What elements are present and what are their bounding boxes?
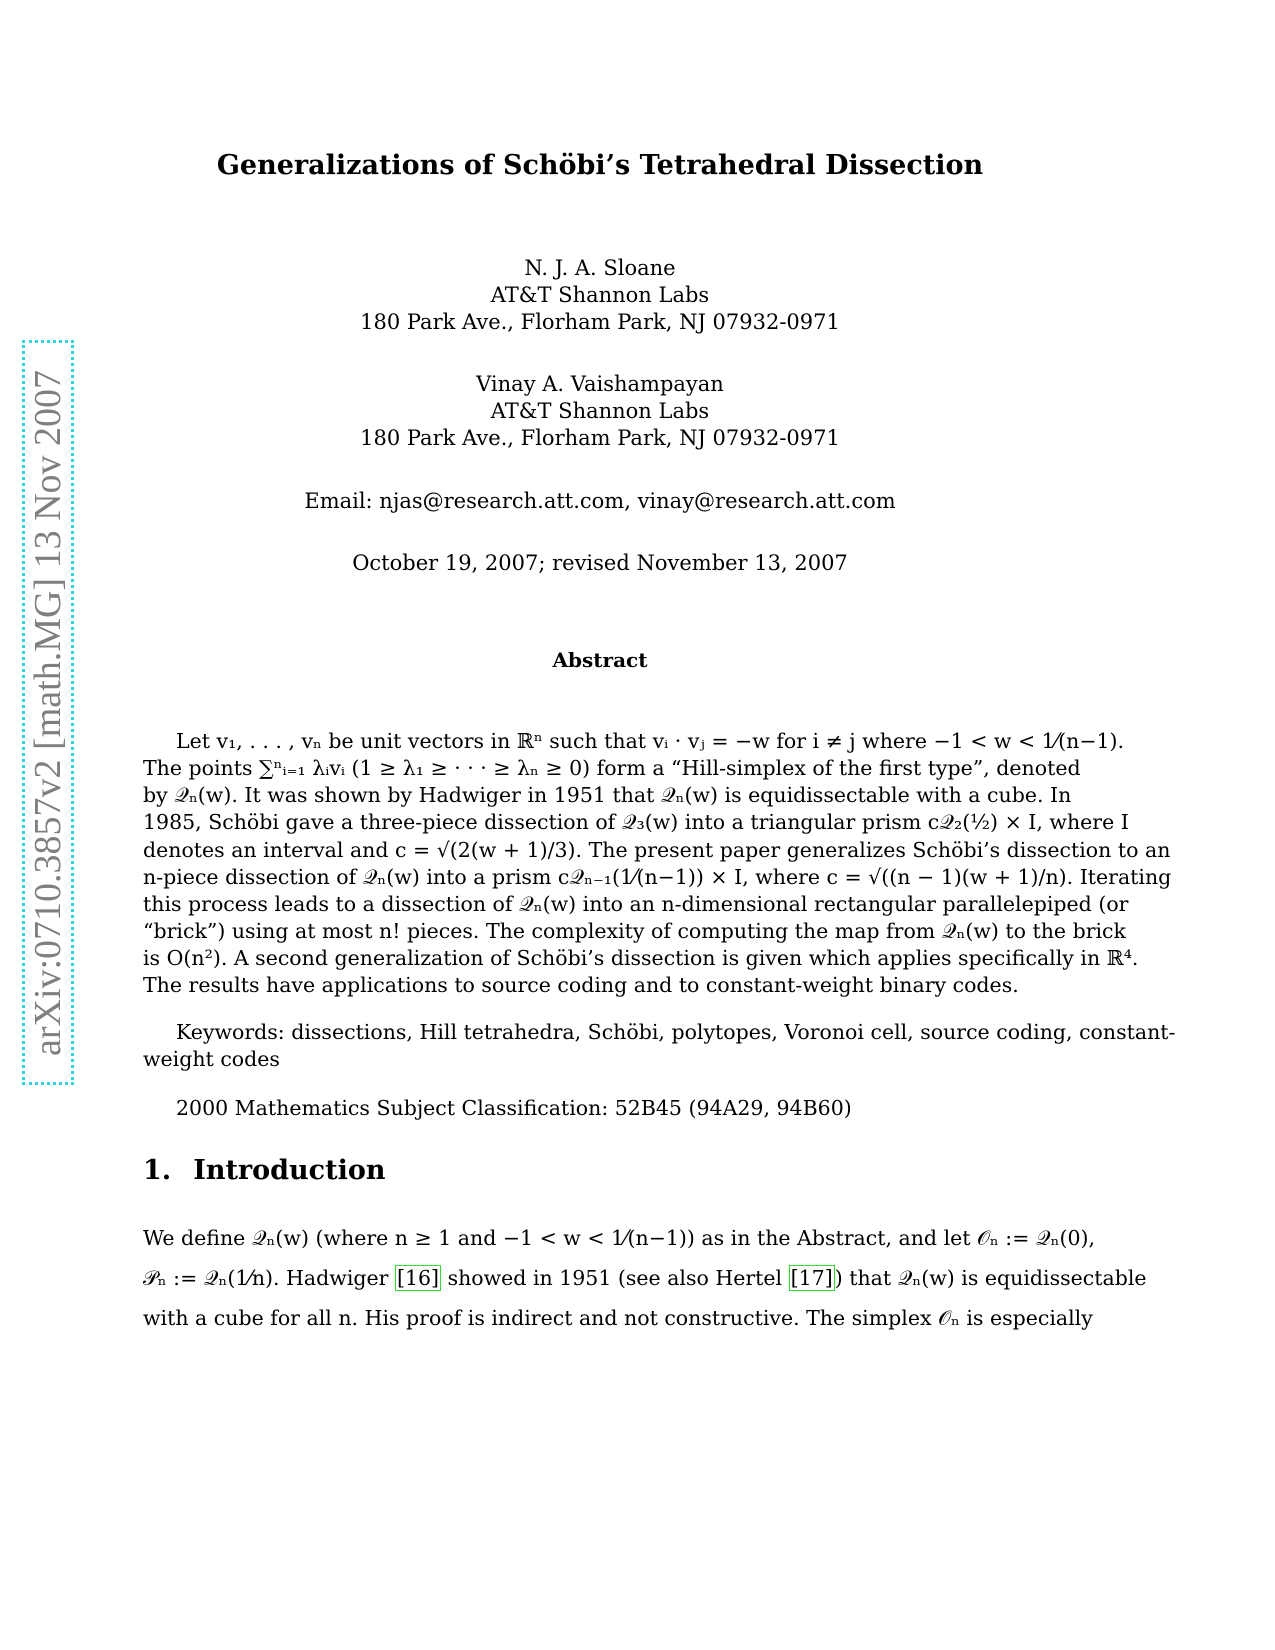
- section-heading: [143, 1155, 385, 1186]
- author-address: 180 Park Ave., Florham Park, NJ 07932-0971: [360, 426, 840, 450]
- section-title: Introduction: [193, 1155, 386, 1186]
- intro-line: with a cube for all n. His proof is indirect and not constructive. The simplex 𝒪ₙ is especially: [143, 1306, 1093, 1330]
- abstract-line: denotes an interval and c = √(2(w + 1)/3). The present paper generalizes Schöbi’s dissection to an: [143, 838, 1171, 862]
- intro-line: We define 𝒬ₙ(w) (where n ≥ 1 and −1 < w < 1⁄(n−1)) as in the Abstract, and let 𝒪ₙ := 𝒬ₙ(0),: [143, 1226, 1096, 1250]
- author-affiliation: AT&T Shannon Labs: [490, 283, 710, 307]
- arxiv-stamp: [22, 340, 74, 1085]
- keywords-line: Keywords: dissections, Hill tetrahedra, Schöbi, polytopes, Voronoi cell, source coding, constant-: [176, 1020, 1176, 1044]
- intro-text: showed in 1951 (see also Hertel: [441, 1266, 789, 1290]
- date-line: October 19, 2007; revised November 13, 2007: [352, 551, 848, 575]
- abstract-heading: Abstract: [552, 648, 648, 672]
- author-affiliation: AT&T Shannon Labs: [490, 399, 710, 423]
- author-name: N. J. A. Sloane: [524, 256, 676, 280]
- intro-line: [143, 1266, 1147, 1291]
- intro-text: 𝒫ₙ := 𝒬ₙ(1⁄n). Hadwiger: [143, 1266, 395, 1290]
- abstract-line: The results have applications to source coding and to constant-weight binary codes.: [143, 973, 1019, 997]
- paper-title: Generalizations of Schöbi’s Tetrahedral Dissection: [216, 150, 984, 181]
- section-number: 1.: [143, 1155, 172, 1186]
- citation-link-16[interactable]: [16]: [396, 1266, 440, 1290]
- arxiv-identifier: arXiv:0710.3857v2 [math.MG] 13 Nov 2007: [27, 369, 69, 1056]
- author-address: 180 Park Ave., Florham Park, NJ 07932-0971: [360, 310, 840, 334]
- citation-link-17[interactable]: [17]: [790, 1266, 833, 1290]
- abstract-line: by 𝒬ₙ(w). It was shown by Hadwiger in 1951 that 𝒬ₙ(w) is equidissectable with a cube. In: [143, 783, 1072, 807]
- author-name: Vinay A. Vaishampayan: [476, 372, 724, 396]
- abstract-line: n-piece dissection of 𝒬ₙ(w) into a prism c𝒬ₙ₋₁(1⁄(n−1)) × I, where c = √((n − 1)(w + 1)/n). Iterating: [143, 865, 1172, 889]
- abstract-line: Let v₁, . . . , vₙ be unit vectors in ℝⁿ such that vᵢ · vⱼ = −w for i ≠ j where −1 < w < 1⁄(n−1).: [176, 729, 1125, 753]
- abstract-line: is O(n²). A second generalization of Schöbi’s dissection is given which applies specifically in ℝ⁴.: [143, 946, 1139, 970]
- abstract-line: this process leads to a dissection of 𝒬ₙ(w) into an n-dimensional rectangular parallelepiped (or: [143, 892, 1129, 916]
- intro-text: ) that 𝒬ₙ(w) is equidissectable: [834, 1266, 1147, 1290]
- msc-classification: 2000 Mathematics Subject Classification: 52B45 (94A29, 94B60): [176, 1096, 852, 1120]
- keywords-line: weight codes: [143, 1047, 280, 1071]
- email-line: Email: njas@research.att.com, vinay@research.att.com: [304, 489, 896, 513]
- abstract-line: The points ∑ⁿᵢ₌₁ λᵢvᵢ (1 ≥ λ₁ ≥ · · · ≥ λₙ ≥ 0) form a “Hill-simplex of the first type”, denoted: [143, 756, 1081, 780]
- abstract-line: “brick”) using at most n! pieces. The complexity of computing the map from 𝒬ₙ(w) to the brick: [143, 919, 1126, 943]
- abstract-line: 1985, Schöbi gave a three-piece dissection of 𝒬₃(w) into a triangular prism c𝒬₂(½) × I, where I: [143, 810, 1129, 834]
